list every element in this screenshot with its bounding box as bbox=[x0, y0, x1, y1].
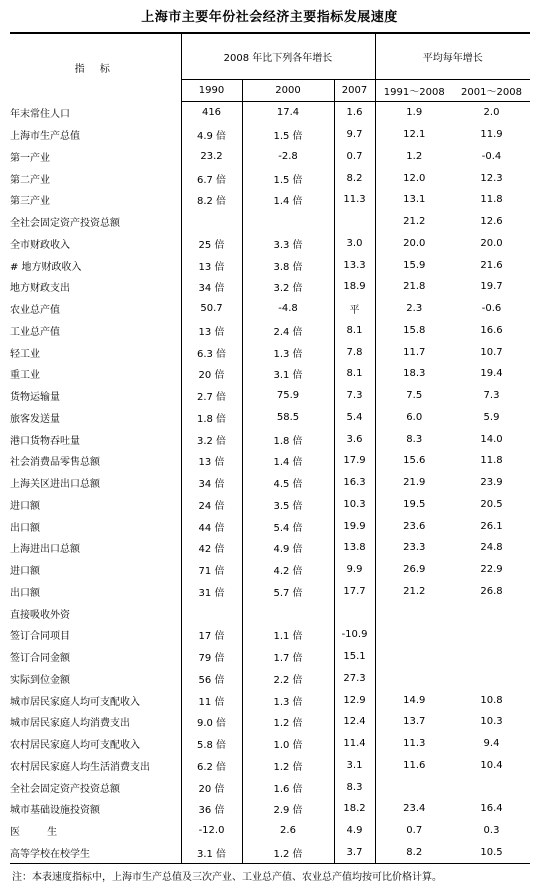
cell-vs-1990: 1.8 倍 bbox=[181, 407, 242, 429]
cell-avg-1991-2008: 2.3 bbox=[375, 298, 453, 320]
cell-avg-2001-2008: 0.3 bbox=[483, 825, 500, 837]
table-row bbox=[10, 320, 530, 342]
cell-vs-2007: 5.4 bbox=[334, 407, 375, 429]
row-label: 签订合同金额 bbox=[10, 653, 70, 665]
cell-vs-2000: 1.2 倍 bbox=[242, 842, 334, 864]
cell-avg-2001-2008: 14.0 bbox=[480, 433, 503, 445]
cell-avg-2001-2008: 19.4 bbox=[480, 368, 503, 380]
cell-avg-2001-2008: 10.3 bbox=[480, 716, 503, 728]
cell-vs-2007 bbox=[334, 602, 375, 624]
cell-vs-2007: 3.1 bbox=[334, 755, 375, 777]
cell-avg-2001-2008: 5.9 bbox=[483, 411, 500, 423]
row-label: 第一产业 bbox=[10, 152, 50, 164]
cell-avg-1991-2008: 15.6 bbox=[375, 450, 453, 472]
table-row bbox=[10, 820, 530, 842]
cell-vs-2007: 8.3 bbox=[334, 776, 375, 798]
cell-vs-1990: 3.1 倍 bbox=[181, 842, 242, 864]
cell-avg-1991-2008: 23.6 bbox=[375, 515, 453, 537]
cell-avg-2001-2008: 20.0 bbox=[480, 237, 503, 249]
cell-avg-1991-2008 bbox=[375, 668, 453, 690]
row-label: 高等学校在校学生 bbox=[10, 842, 181, 864]
table-row bbox=[10, 537, 530, 559]
cell-vs-1990: 13 倍 bbox=[181, 254, 242, 276]
cell-avg-2001-2008: 19.7 bbox=[480, 281, 503, 293]
row-label: 全社会固定资产投资总额 bbox=[10, 218, 120, 230]
cell-vs-2007: 17.9 bbox=[334, 450, 375, 472]
cell-vs-2007: 8.2 bbox=[334, 167, 375, 189]
cell-avg-2001-2008: 7.3 bbox=[483, 390, 500, 402]
cell-avg-1991-2008 bbox=[375, 776, 453, 798]
row-label: 重工业 bbox=[10, 370, 40, 382]
cell-avg-2001-2008: 11.8 bbox=[480, 455, 503, 467]
cell-vs-1990: 24 倍 bbox=[181, 494, 242, 516]
cell-vs-2000: 4.5 倍 bbox=[242, 472, 334, 494]
cell-vs-1990: 36 倍 bbox=[181, 798, 242, 820]
cell-avg-2001-2008: -0.4 bbox=[481, 150, 502, 162]
cell-vs-1990: 13 倍 bbox=[181, 320, 242, 342]
cell-vs-2007: 13.8 bbox=[334, 537, 375, 559]
cell-vs-1990: 416 bbox=[181, 102, 242, 124]
table-row bbox=[10, 102, 530, 124]
header-year-2000: 2000 bbox=[242, 80, 334, 102]
cell-vs-1990 bbox=[181, 602, 242, 624]
cell-avg-1991-2008: 14.9 bbox=[375, 689, 453, 711]
cell-avg-1991-2008: 19.5 bbox=[375, 494, 453, 516]
table-row bbox=[10, 798, 530, 820]
cell-vs-1990: 42 倍 bbox=[181, 537, 242, 559]
cell-vs-2007: 8.1 bbox=[334, 363, 375, 385]
cell-vs-1990: 9.0 倍 bbox=[181, 711, 242, 733]
table-row bbox=[10, 167, 530, 189]
cell-vs-2000: 2.4 倍 bbox=[242, 320, 334, 342]
cell-avg-2001-2008 bbox=[453, 776, 530, 798]
cell-vs-1990: 25 倍 bbox=[181, 233, 242, 255]
cell-avg-1991-2008: 12.1 bbox=[375, 124, 453, 146]
cell-vs-1990: 23.2 bbox=[181, 146, 242, 168]
row-label: # 地方财政收入 bbox=[10, 261, 82, 273]
cell-avg-2001-2008: 10.7 bbox=[480, 346, 503, 358]
cell-vs-2000 bbox=[242, 602, 334, 624]
cell-vs-2007 bbox=[334, 211, 375, 233]
row-label: 出口额 bbox=[10, 587, 40, 599]
cell-vs-2007: 4.9 bbox=[334, 820, 375, 842]
header-year-1990: 1990 bbox=[181, 80, 242, 102]
cell-avg-2001-2008: -0.6 bbox=[481, 303, 502, 315]
table-row bbox=[10, 276, 530, 298]
row-label: 轻工业 bbox=[10, 348, 40, 360]
row-label: 货物运输量 bbox=[10, 392, 60, 404]
cell-vs-2000: 1.1 倍 bbox=[242, 624, 334, 646]
cell-vs-1990: 34 倍 bbox=[181, 276, 242, 298]
cell-vs-1990: 20 倍 bbox=[181, 776, 242, 798]
cell-avg-1991-2008: 21.9 bbox=[375, 472, 453, 494]
cell-vs-2007: 3.6 bbox=[334, 428, 375, 450]
cell-avg-1991-2008: 1.9 bbox=[375, 102, 453, 124]
row-label: 实际到位金额 bbox=[10, 674, 70, 686]
cell-avg-1991-2008: 8.3 bbox=[375, 428, 453, 450]
row-label: 上海关区进出口总额 bbox=[10, 479, 100, 491]
cell-vs-2007: 平 bbox=[334, 298, 375, 320]
cell-avg-1991-2008: 13.1 bbox=[375, 189, 453, 211]
cell-avg-1991-2008 bbox=[375, 624, 453, 646]
table-row bbox=[10, 581, 530, 603]
table-row bbox=[10, 146, 530, 168]
cell-vs-2007: 7.3 bbox=[334, 385, 375, 407]
cell-vs-1990: 6.2 倍 bbox=[181, 755, 242, 777]
cell-avg-1991-2008: 21.8 bbox=[375, 276, 453, 298]
cell-vs-1990: 6.3 倍 bbox=[181, 341, 242, 363]
cell-vs-2000: 2.2 倍 bbox=[242, 668, 334, 690]
cell-avg-2001-2008: 12.3 bbox=[480, 172, 503, 184]
cell-avg-1991-2008: 21.2 bbox=[375, 211, 453, 233]
cell-vs-2000: 4.2 倍 bbox=[242, 559, 334, 581]
cell-vs-2000: 5.7 倍 bbox=[242, 581, 334, 603]
table-row bbox=[10, 254, 530, 276]
cell-vs-2007: 18.9 bbox=[334, 276, 375, 298]
cell-avg-1991-2008: 15.8 bbox=[375, 320, 453, 342]
cell-avg-2001-2008: 10.8 bbox=[480, 694, 503, 706]
cell-vs-2000: -4.8 bbox=[242, 298, 334, 320]
cell-vs-1990: 50.7 bbox=[181, 298, 242, 320]
row-label: 上海市生产总值 bbox=[10, 131, 80, 143]
row-label: 社会消费品零售总额 bbox=[10, 457, 100, 469]
cell-vs-1990: 20 倍 bbox=[181, 363, 242, 385]
header-period-1991-2008: 1991～2008 bbox=[375, 80, 453, 102]
cell-avg-1991-2008: 13.7 bbox=[375, 711, 453, 733]
table-row bbox=[10, 755, 530, 777]
cell-vs-2007: 11.4 bbox=[334, 733, 375, 755]
cell-avg-1991-2008: 11.3 bbox=[375, 733, 453, 755]
cell-vs-2000: 1.3 倍 bbox=[242, 689, 334, 711]
cell-vs-2000: 1.2 倍 bbox=[242, 711, 334, 733]
cell-vs-2007: 8.1 bbox=[334, 320, 375, 342]
row-label: 进口额 bbox=[10, 500, 40, 512]
table-row bbox=[10, 298, 530, 320]
cell-vs-2007: 15.1 bbox=[334, 646, 375, 668]
statistics-table bbox=[10, 32, 530, 864]
cell-vs-1990: 11 倍 bbox=[181, 689, 242, 711]
header-period-2001-2008: 2001～2008 bbox=[453, 80, 530, 102]
cell-avg-2001-2008: 21.6 bbox=[480, 259, 503, 271]
row-label: 第二产业 bbox=[10, 174, 50, 186]
cell-avg-1991-2008: 18.3 bbox=[375, 363, 453, 385]
cell-vs-2000: 1.3 倍 bbox=[242, 341, 334, 363]
cell-vs-2000 bbox=[242, 211, 334, 233]
table-row bbox=[10, 363, 530, 385]
cell-vs-1990: 3.2 倍 bbox=[181, 428, 242, 450]
cell-vs-2007: 12.9 bbox=[334, 689, 375, 711]
cell-vs-1990: 5.8 倍 bbox=[181, 733, 242, 755]
cell-vs-1990: 34 倍 bbox=[181, 472, 242, 494]
table-row bbox=[10, 189, 530, 211]
cell-avg-2001-2008: 23.9 bbox=[480, 477, 503, 489]
row-label: 农业总产值 bbox=[10, 305, 60, 317]
table-row bbox=[10, 450, 530, 472]
row-label: 农村居民家庭人均生活消费支出 bbox=[10, 761, 150, 773]
cell-vs-2000: 1.8 倍 bbox=[242, 428, 334, 450]
cell-avg-1991-2008: 0.7 bbox=[375, 820, 453, 842]
cell-vs-1990: -12.0 bbox=[181, 820, 242, 842]
row-label: 旅客发送量 bbox=[10, 413, 60, 425]
cell-avg-2001-2008: 16.4 bbox=[480, 803, 503, 815]
cell-vs-2000: 5.4 倍 bbox=[242, 515, 334, 537]
cell-avg-1991-2008: 6.0 bbox=[375, 407, 453, 429]
cell-avg-2001-2008 bbox=[453, 624, 530, 646]
table-row bbox=[10, 842, 530, 864]
cell-vs-2000: 3.2 倍 bbox=[242, 276, 334, 298]
cell-avg-2001-2008: 10.5 bbox=[453, 842, 530, 864]
cell-vs-2000: 1.4 倍 bbox=[242, 189, 334, 211]
row-label: 进口额 bbox=[10, 566, 40, 578]
cell-vs-2000: 4.9 倍 bbox=[242, 537, 334, 559]
table-row bbox=[10, 494, 530, 516]
cell-vs-1990: 2.7 倍 bbox=[181, 385, 242, 407]
cell-avg-2001-2008: 10.4 bbox=[480, 759, 503, 771]
cell-vs-2007: 12.4 bbox=[334, 711, 375, 733]
table-row bbox=[10, 689, 530, 711]
row-label: 出口额 bbox=[10, 522, 40, 534]
row-label: 医 生 bbox=[10, 827, 70, 839]
row-label: 城市居民家庭人均消费支出 bbox=[10, 718, 130, 730]
cell-avg-2001-2008: 26.8 bbox=[480, 585, 503, 597]
cell-avg-2001-2008: 9.4 bbox=[483, 738, 500, 750]
table-row bbox=[10, 472, 530, 494]
cell-vs-2000: 3.8 倍 bbox=[242, 254, 334, 276]
table-row bbox=[10, 385, 530, 407]
row-label: 地方财政支出 bbox=[10, 283, 70, 295]
cell-vs-2007: 16.3 bbox=[334, 472, 375, 494]
table-row bbox=[10, 233, 530, 255]
cell-vs-2000: 58.5 bbox=[242, 407, 334, 429]
cell-vs-2007: 9.7 bbox=[334, 124, 375, 146]
cell-vs-2000: 3.3 倍 bbox=[242, 233, 334, 255]
table-row bbox=[10, 668, 530, 690]
row-label: 全市财政收入 bbox=[10, 239, 70, 251]
table-title: 上海市主要年份社会经济主要指标发展速度 bbox=[141, 10, 398, 25]
cell-vs-2000: 2.9 倍 bbox=[242, 798, 334, 820]
cell-vs-2000: 1.0 倍 bbox=[242, 733, 334, 755]
header-indicator: 指 标 bbox=[10, 33, 181, 102]
cell-vs-2007: 7.8 bbox=[334, 341, 375, 363]
cell-avg-1991-2008: 23.4 bbox=[375, 798, 453, 820]
cell-avg-1991-2008: 1.2 bbox=[375, 146, 453, 168]
cell-avg-1991-2008: 11.7 bbox=[375, 341, 453, 363]
cell-vs-1990: 4.9 倍 bbox=[181, 124, 242, 146]
cell-avg-2001-2008: 12.6 bbox=[480, 216, 503, 228]
header-year-2007: 2007 bbox=[334, 80, 375, 102]
cell-vs-2007: 19.9 bbox=[334, 515, 375, 537]
table-row bbox=[10, 515, 530, 537]
cell-vs-1990: 31 倍 bbox=[181, 581, 242, 603]
cell-avg-1991-2008: 7.5 bbox=[375, 385, 453, 407]
row-label: 第三产业 bbox=[10, 196, 50, 208]
cell-avg-2001-2008 bbox=[453, 646, 530, 668]
cell-avg-2001-2008: 26.1 bbox=[480, 520, 503, 532]
cell-vs-2007: 13.3 bbox=[334, 254, 375, 276]
cell-avg-2001-2008: 24.8 bbox=[480, 542, 503, 554]
row-label: 城市基础设施投资额 bbox=[10, 805, 100, 817]
table-row bbox=[10, 124, 530, 146]
cell-avg-2001-2008: 11.9 bbox=[480, 129, 503, 141]
cell-vs-2000: 1.6 倍 bbox=[242, 776, 334, 798]
row-label: 城市居民家庭人均可支配收入 bbox=[10, 696, 140, 708]
cell-vs-2000: 1.7 倍 bbox=[242, 646, 334, 668]
table-footnote: 注：本表速度指标中，上海市生产总值及三次产业、工业总产值、农业总产值均按可比价格计算。 bbox=[12, 872, 442, 883]
cell-avg-2001-2008: 2.0 bbox=[483, 107, 500, 119]
row-label: 农村居民家庭人均可支配收入 bbox=[10, 740, 140, 752]
cell-vs-2000: 1.4 倍 bbox=[242, 450, 334, 472]
cell-vs-2007: 3.0 bbox=[334, 233, 375, 255]
cell-vs-2000: 75.9 bbox=[242, 385, 334, 407]
cell-vs-1990: 6.7 倍 bbox=[181, 167, 242, 189]
cell-avg-1991-2008: 26.9 bbox=[375, 559, 453, 581]
cell-avg-2001-2008 bbox=[453, 668, 530, 690]
row-label: 工业总产值 bbox=[10, 326, 60, 338]
cell-avg-1991-2008: 20.0 bbox=[375, 233, 453, 255]
cell-vs-2007: 18.2 bbox=[334, 798, 375, 820]
header-average-annual-growth: 平均每年增长 bbox=[375, 33, 530, 80]
cell-vs-2007: 3.7 bbox=[334, 842, 375, 864]
table-row bbox=[10, 776, 530, 798]
cell-vs-1990: 13 倍 bbox=[181, 450, 242, 472]
table-row bbox=[10, 733, 530, 755]
cell-avg-1991-2008: 21.2 bbox=[375, 581, 453, 603]
cell-vs-2000: 1.5 倍 bbox=[242, 124, 334, 146]
cell-vs-1990: 79 倍 bbox=[181, 646, 242, 668]
cell-vs-1990 bbox=[181, 211, 242, 233]
cell-vs-2000: -2.8 bbox=[242, 146, 334, 168]
row-label: 年末常住人口 bbox=[10, 109, 70, 121]
cell-vs-1990: 44 倍 bbox=[181, 515, 242, 537]
row-label: 全社会固定资产投资总额 bbox=[10, 783, 120, 795]
cell-vs-2007: 27.3 bbox=[334, 668, 375, 690]
cell-avg-2001-2008: 16.6 bbox=[480, 324, 503, 336]
cell-vs-2007: 10.3 bbox=[334, 494, 375, 516]
cell-vs-2000: 3.5 倍 bbox=[242, 494, 334, 516]
cell-avg-1991-2008: 23.3 bbox=[375, 537, 453, 559]
row-label: 上海进出口总额 bbox=[10, 544, 80, 556]
table-row bbox=[10, 624, 530, 646]
cell-avg-2001-2008: 11.8 bbox=[480, 194, 503, 206]
header-growth-vs-years: 2008 年比下列各年增长 bbox=[181, 33, 375, 80]
cell-vs-2007: -10.9 bbox=[334, 624, 375, 646]
cell-vs-2000: 17.4 bbox=[242, 102, 334, 124]
table-row bbox=[10, 646, 530, 668]
cell-avg-1991-2008: 8.2 bbox=[375, 842, 453, 864]
table-row bbox=[10, 211, 530, 233]
cell-vs-2007: 17.7 bbox=[334, 581, 375, 603]
cell-vs-1990: 71 倍 bbox=[181, 559, 242, 581]
cell-vs-2000: 3.1 倍 bbox=[242, 363, 334, 385]
cell-avg-1991-2008: 11.6 bbox=[375, 755, 453, 777]
cell-vs-2000: 2.6 bbox=[242, 820, 334, 842]
cell-vs-2007: 0.7 bbox=[334, 146, 375, 168]
cell-vs-2007: 9.9 bbox=[334, 559, 375, 581]
cell-vs-2007: 11.3 bbox=[334, 189, 375, 211]
cell-vs-2000: 1.5 倍 bbox=[242, 167, 334, 189]
cell-vs-2007: 1.6 bbox=[334, 102, 375, 124]
cell-avg-2001-2008 bbox=[453, 602, 530, 624]
cell-vs-1990: 56 倍 bbox=[181, 668, 242, 690]
cell-vs-2000: 1.2 倍 bbox=[242, 755, 334, 777]
row-label: 签订合同项目 bbox=[10, 631, 70, 643]
cell-vs-1990: 8.2 倍 bbox=[181, 189, 242, 211]
table-row bbox=[10, 407, 530, 429]
cell-avg-1991-2008 bbox=[375, 602, 453, 624]
cell-vs-1990: 17 倍 bbox=[181, 624, 242, 646]
table-row bbox=[10, 602, 530, 624]
cell-avg-2001-2008: 22.9 bbox=[480, 564, 503, 576]
cell-avg-1991-2008: 12.0 bbox=[375, 167, 453, 189]
table-body bbox=[10, 102, 530, 864]
table-row bbox=[10, 428, 530, 450]
table-row bbox=[10, 711, 530, 733]
cell-avg-2001-2008: 20.5 bbox=[480, 498, 503, 510]
row-label: 直接吸收外资 bbox=[10, 609, 70, 621]
table-row bbox=[10, 559, 530, 581]
cell-avg-1991-2008 bbox=[375, 646, 453, 668]
row-label: 港口货物吞吐量 bbox=[10, 435, 80, 447]
cell-avg-1991-2008: 15.9 bbox=[375, 254, 453, 276]
table-row bbox=[10, 341, 530, 363]
